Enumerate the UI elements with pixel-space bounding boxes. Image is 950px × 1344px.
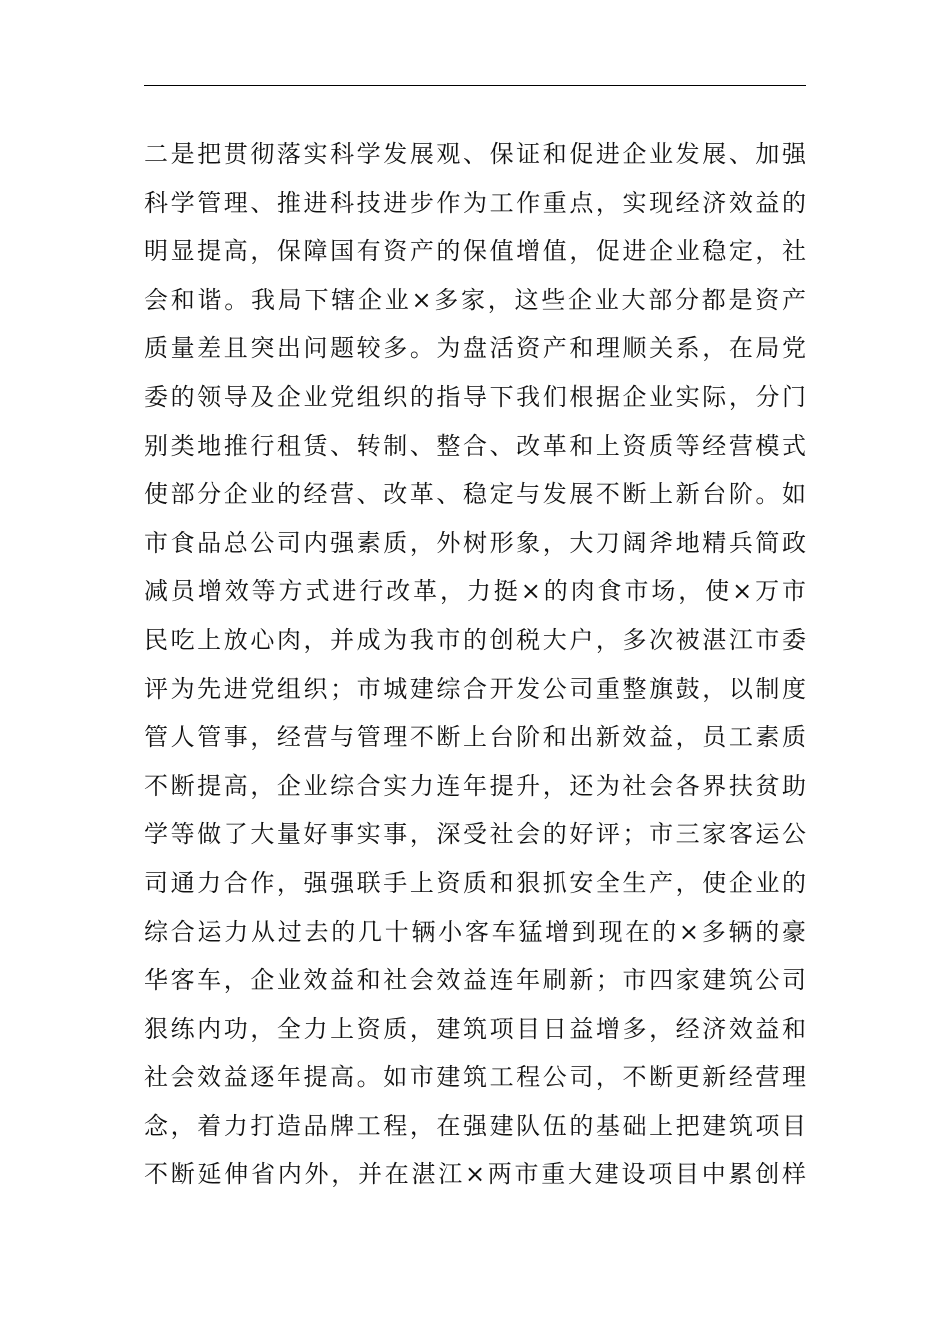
- text-line: 使部分企业的经营、改革、稳定与发展不断上新台阶。如: [144, 480, 806, 509]
- text-line: 二是把贯彻落实科学发展观、保证和促进企业发展、加强: [144, 140, 806, 168]
- text-line: 学等做了大量好事实事，深受社会的好评；市三家客运公: [144, 820, 806, 849]
- text-line: 会和谐。我局下辖企业×多家，这些企业大部分都是资产: [144, 285, 806, 314]
- text-line: 民吃上放心肉，并成为我市的创税大户，多次被湛江市委: [144, 625, 806, 654]
- text-line: 明显提高，保障国有资产的保值增值，促进企业稳定，社: [144, 237, 806, 266]
- text-line: 狠练内功，全力上资质，建筑项目日益增多，经济效益和: [144, 1014, 806, 1043]
- body-paragraph: [144, 130, 806, 1199]
- text-line: 评为先进党组织；市城建综合开发公司重整旗鼓，以制度: [144, 674, 806, 703]
- text-line: 管人管事，经营与管理不断上台阶和出新效益，员工素质: [144, 723, 806, 752]
- text-line: 综合运力从过去的几十辆小客车猛增到现在的×多辆的豪: [144, 917, 806, 946]
- text-line: 不断延伸省内外，并在湛江×两市重大建设项目中累创样: [144, 1160, 806, 1189]
- text-line: 市食品总公司内强素质，外树形象，大刀阔斧地精兵简政: [144, 528, 806, 557]
- text-line: 念，着力打造品牌工程，在强建队伍的基础上把建筑项目: [144, 1111, 806, 1140]
- text-line: 委的领导及企业党组织的指导下我们根据企业实际，分门: [144, 382, 806, 411]
- text-line: 减员增效等方式进行改革，力挺×的肉食市场，使×万市: [144, 577, 806, 606]
- text-line: 华客车，企业效益和社会效益连年刷新；市四家建筑公司: [144, 966, 806, 995]
- text-line: 社会效益逐年提高。如市建筑工程公司，不断更新经营理: [144, 1063, 806, 1092]
- text-line: 科学管理、推进科技进步作为工作重点，实现经济效益的: [144, 188, 806, 217]
- text-line: 别类地推行租赁、转制、整合、改革和上资质等经营模式: [144, 431, 806, 460]
- text-line: 不断提高，企业综合实力连年提升，还为社会各界扶贫助: [144, 771, 806, 800]
- header-rule: [144, 85, 806, 86]
- text-line: 质量差且突出问题较多。为盘活资产和理顺关系，在局党: [144, 334, 806, 363]
- text-line: 司通力合作，强强联手上资质和狠抓安全生产，使企业的: [144, 868, 806, 897]
